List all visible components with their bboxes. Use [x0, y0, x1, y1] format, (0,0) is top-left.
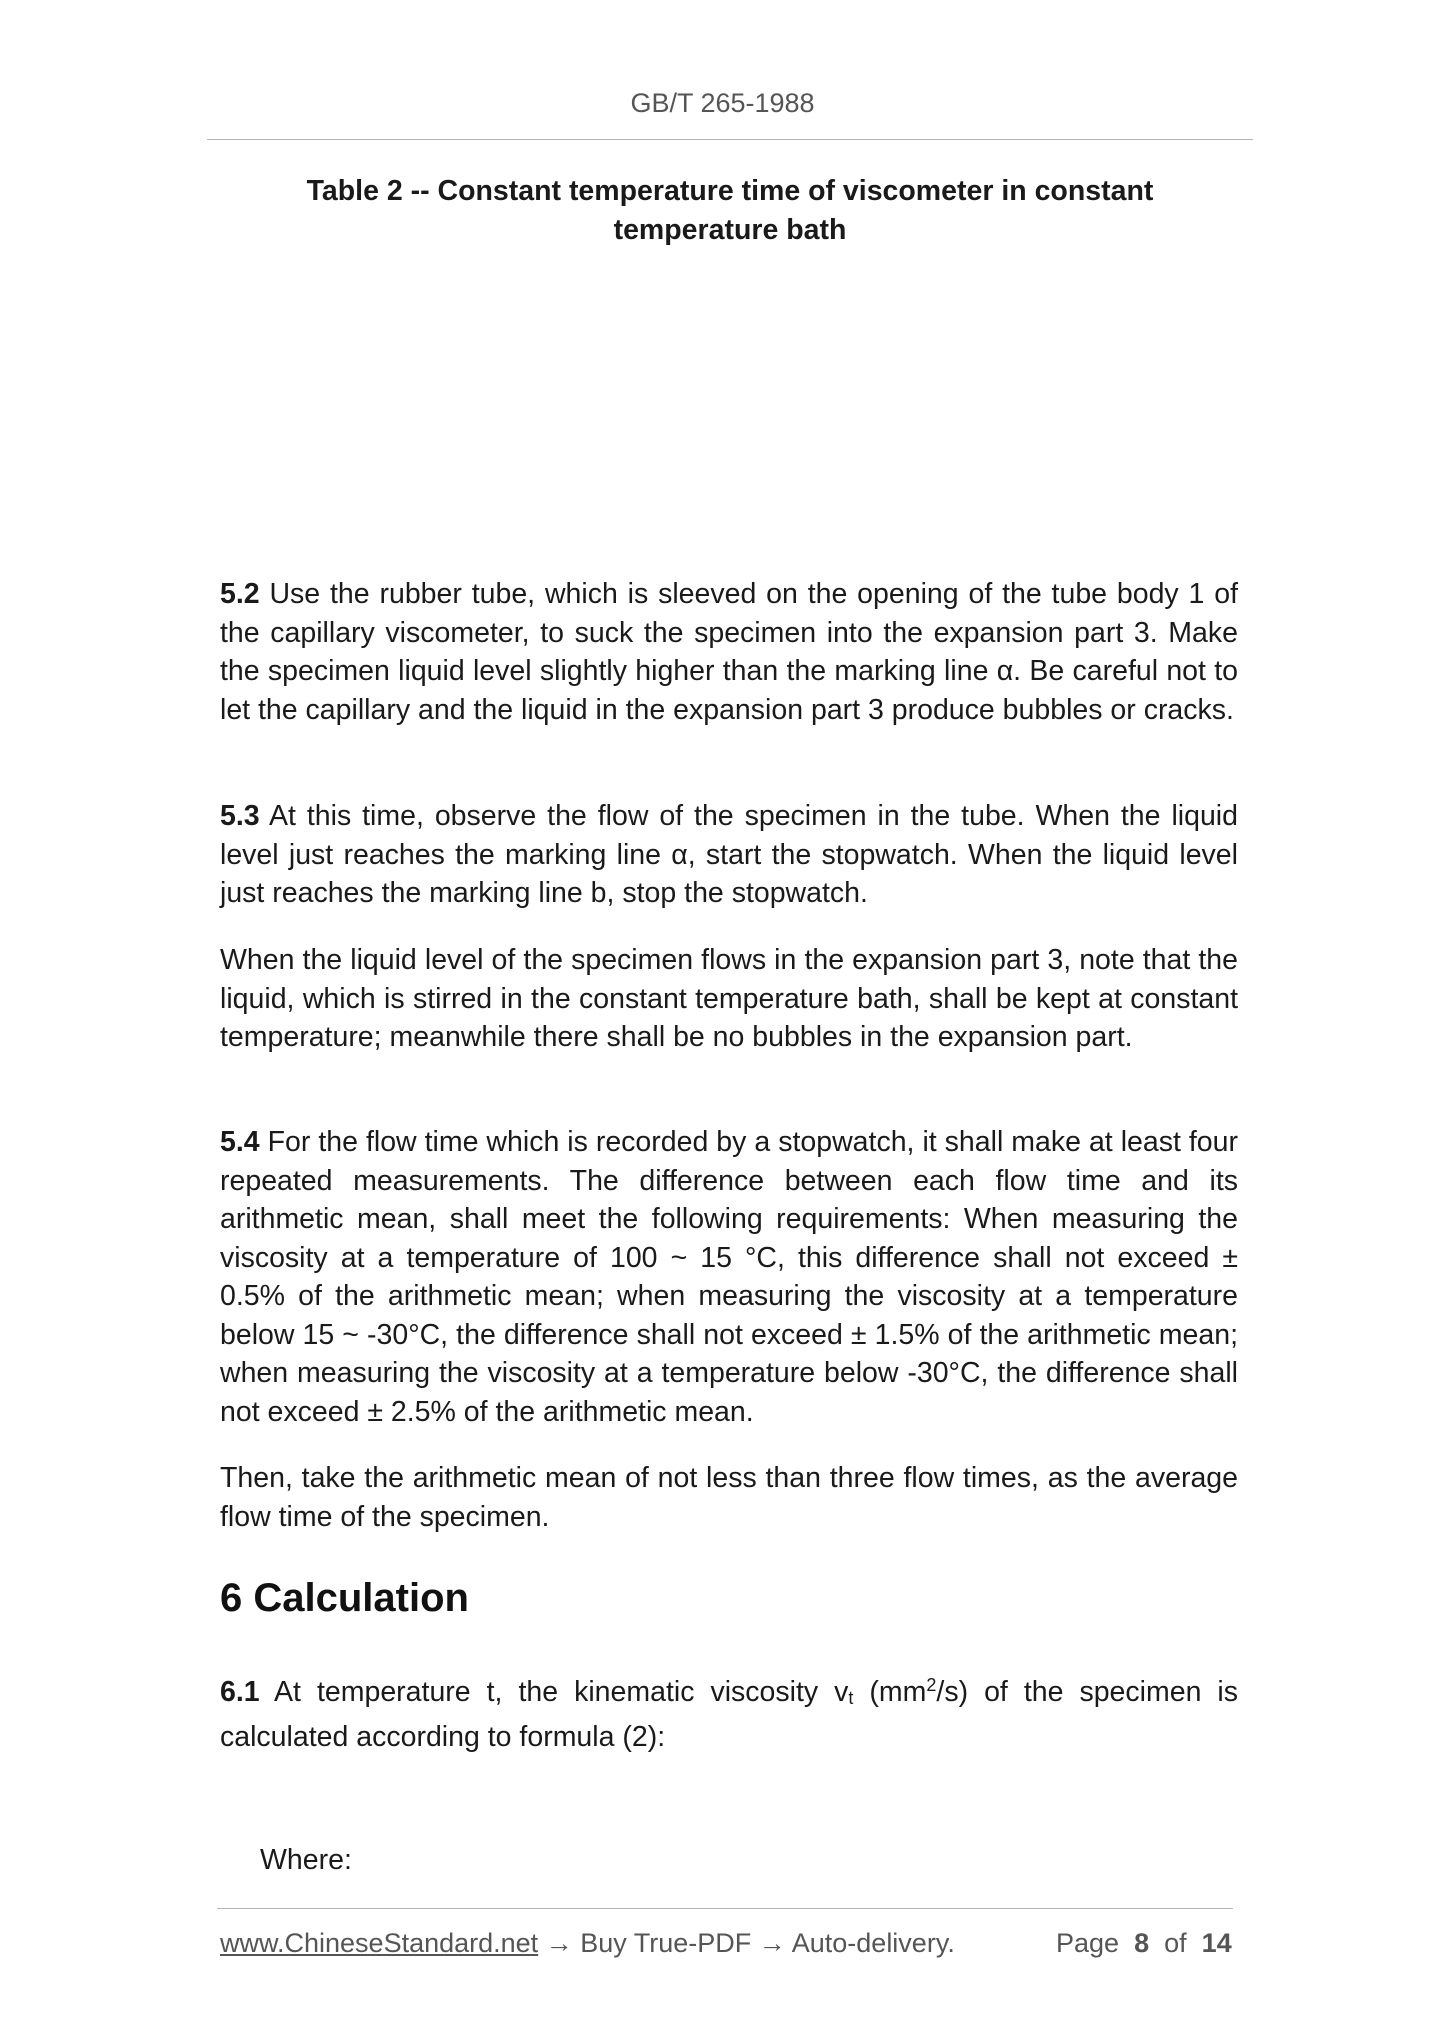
chinese-standard-link[interactable]: www.ChineseStandard.net: [220, 1928, 539, 1958]
clause-number-6-1: 6.1: [220, 1676, 260, 1708]
paragraph-5-4: [220, 1123, 1238, 1431]
page-label: Page: [1056, 1928, 1120, 1958]
superscript-2: 2: [926, 1675, 937, 1695]
clause-number-5-3: 5.3: [220, 800, 260, 832]
paragraph-6-1-text-pre: At temperature t, the kinematic viscosity v: [259, 1676, 849, 1708]
table-title-line-2: temperature bath: [613, 214, 847, 246]
current-page-number: 8: [1134, 1928, 1150, 1958]
page-of-label: of: [1164, 1928, 1187, 1958]
paragraph-average-flow-time: Then, take the arithmetic mean of not less than three flow times, as the average flow time of the specimen.: [220, 1462, 1238, 1533]
where-label: Where:: [260, 1844, 352, 1876]
clause-number-5-2: 5.2: [220, 578, 260, 610]
paragraph-5-3: [220, 797, 1238, 913]
footer-tagline: → Buy True-PDF → Auto-delivery.: [538, 1928, 955, 1958]
footer-promo: [220, 1928, 955, 1959]
paragraph-5-2-text: Use the rubber tube, which is sleeved on the opening of the tube body 1 of the capillary viscometer, to suck the specimen into the expansion part 3. Make the specimen liquid level slightly higher than the marking line α. Be careful not to let the capillary and the liquid in the expansion part 3 produce bubbles or cracks.: [220, 578, 1238, 726]
paragraph-6-1: [220, 1666, 1238, 1756]
paragraph-5-4-text: For the flow time which is recorded by a stopwatch, it shall make at least four repeated measurements. The difference between each flow time and its arithmetic mean, shall meet the following requirements: When measuring the viscosity at a temperature of 100 ~ 15 °C, this difference shall not exceed ± 0.5% of the arithmetic mean; when measuring the viscosity at a temperature below 15 ~ -30°C, the difference shall not exceed ± 1.5% of the arithmetic mean; when measuring the viscosity at a temperature below -30°C, the difference shall not exceed ± 2.5% of the arithmetic mean.: [220, 1126, 1238, 1428]
document-header-id: GB/T 265-1988: [630, 88, 815, 118]
footer-divider: [217, 1908, 1233, 1909]
paragraph-5-2: [220, 575, 1238, 729]
table-2-title: [280, 172, 1180, 250]
paragraph-6-1-text-post: /s) of the specimen is calculated according to formula (2):: [220, 1676, 1238, 1753]
total-pages-number: 14: [1201, 1928, 1232, 1958]
page-indicator: [1056, 1928, 1232, 1959]
clause-number-5-4: 5.4: [220, 1126, 260, 1158]
paragraph-6-1-text-mid: (mm: [853, 1676, 927, 1708]
paragraph-5-3-text: At this time, observe the flow of the specimen in the tube. When the liquid level just reaches the marking line α, start the stopwatch. When the liquid level just reaches the marking line b, stop the stopwatch.: [220, 800, 1238, 909]
header-divider: [207, 139, 1253, 140]
subscript-t: t: [848, 1688, 854, 1708]
section-6-heading: 6 Calculation: [220, 1576, 469, 1620]
paragraph-5-3-continued: When the liquid level of the specimen flows in the expansion part 3, note that the liquid, which is stirred in the constant temperature bath, shall be kept at constant temperature; meanwhile there shall be no bubbles in the expansion part.: [220, 944, 1238, 1053]
table-title-line-1: Table 2 -- Constant temperature time of viscometer in constant: [306, 175, 1154, 207]
